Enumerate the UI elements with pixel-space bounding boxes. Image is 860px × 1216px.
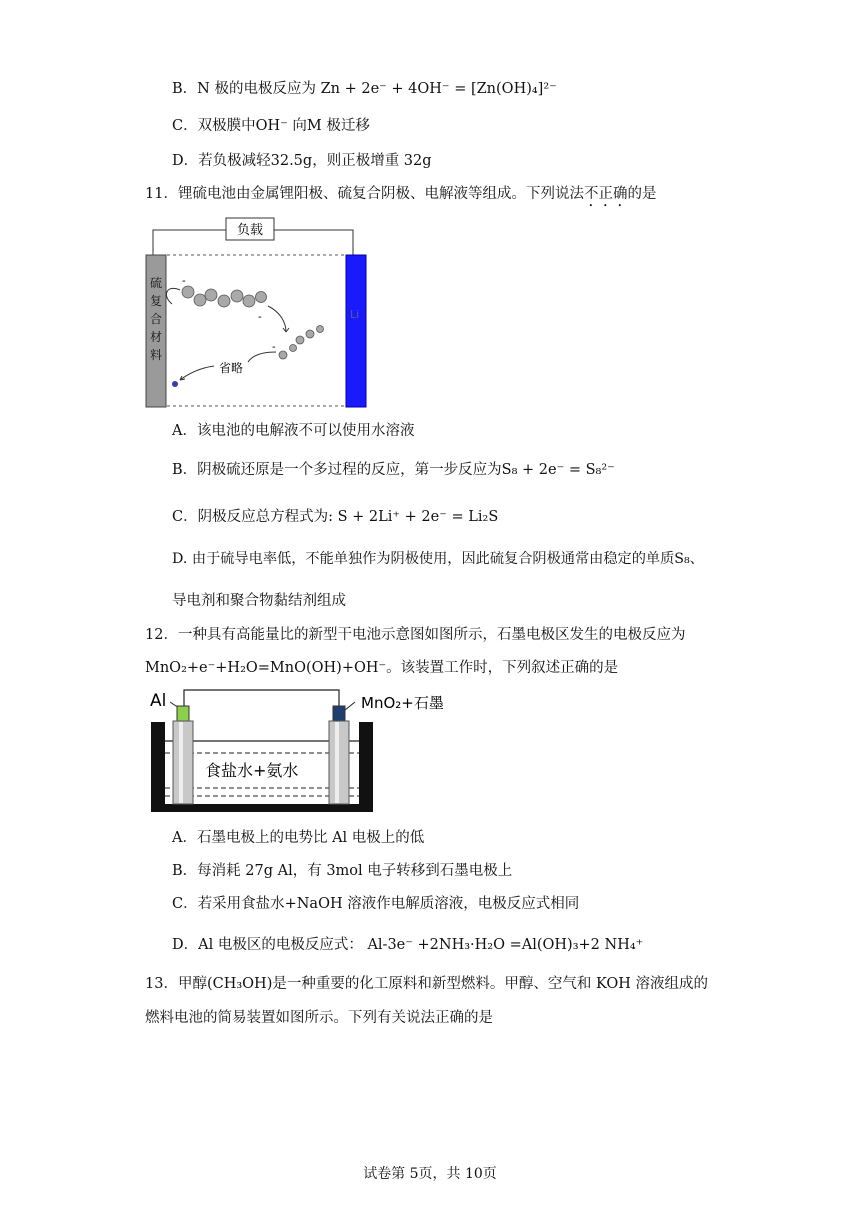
graphite-label: MnO₂+石墨 xyxy=(361,694,444,712)
q11-stem-emphasis: 不正确 xyxy=(583,186,628,202)
q11-option-a: A．该电池的电解液不可以使用水溶液 xyxy=(172,423,415,439)
q11-option-b xyxy=(172,459,615,481)
q11-option-d-line1: D. 由于硫导电率低，不能单独作为阴极使用，因此硫复合阴极通常由稳定的单质S₈、 xyxy=(172,551,704,567)
li-s-battery-figure xyxy=(140,212,380,412)
arrow xyxy=(166,288,180,304)
external-wire xyxy=(184,690,339,706)
sulfur-electrode-label: 硫复合材料 xyxy=(150,276,163,362)
container-bottom xyxy=(151,804,373,812)
right-wire xyxy=(274,230,353,255)
container-right-wall xyxy=(359,722,373,810)
omit-label: 省略 xyxy=(219,361,244,375)
left-wire xyxy=(153,230,226,255)
q12-option-d: D．Al 电极区的电极反应式： Al-3e⁻ +2NH₃·H₂O =Al(OH)₃+2 NH₄⁺ xyxy=(172,937,644,953)
load-label: 负载 xyxy=(236,223,264,238)
arrow xyxy=(180,366,214,380)
q11-option-b-formula: S₈ + 2e⁻ = S₈²⁻ xyxy=(501,462,615,478)
q10-option-b-formula: Zn + 2e⁻ + 4OH⁻ = [Zn(OH)₄]²⁻ xyxy=(320,81,557,97)
li2s-particle xyxy=(172,381,178,387)
graphite-electrode-highlight xyxy=(335,722,339,803)
charge-mark: - xyxy=(258,310,262,323)
li-electrode-label: Li xyxy=(350,308,360,321)
container-left-wall xyxy=(151,722,165,810)
q10-option-d: D．若负极减轻32.5g，则正极增重 32g xyxy=(172,153,432,169)
q11-option-c-text: C．阴极反应总方程式为: xyxy=(172,509,333,525)
q13-stem-line2: 燃料电池的简易装置如图所示。下列有关说法正确的是 xyxy=(145,1010,493,1026)
page-footer: 试卷第 5页，共 10页 xyxy=(363,1166,497,1182)
al-label: Al xyxy=(150,691,167,711)
q11-stem-post: 的是 xyxy=(627,186,657,202)
charge-mark: - xyxy=(182,274,186,287)
q12-stem-line2: MnO₂+e⁻+H₂O=MnO(OH)+OH⁻。该装置工作时，下列叙述正确的是 xyxy=(145,660,619,676)
arrow xyxy=(248,352,276,362)
q12-stem-line1: 12．一种具有高能量比的新型干电池示意图如图所示，石墨电极区发生的电极反应为 xyxy=(145,627,686,643)
q11-option-c xyxy=(172,506,498,528)
q10-option-b xyxy=(172,78,557,100)
q10-option-b-text: B．N 极的电极反应为 xyxy=(172,81,316,97)
q11-option-c-formula: S + 2Li⁺ + 2e⁻ = Li₂S xyxy=(337,509,499,525)
al-electrode-cap xyxy=(177,706,189,721)
q11-option-d-line2: 导电剂和聚合物黏结剂组成 xyxy=(172,593,346,609)
li-electrode xyxy=(346,255,366,407)
graphite-label-pointer xyxy=(345,702,355,710)
q13-stem-line1: 13．甲醇(CH₃OH)是一种重要的化工原料和新型燃料。甲醇、空气和 KOH 溶液组成的 xyxy=(145,976,709,992)
al-electrode-highlight xyxy=(179,722,183,803)
q12-option-c: C．若采用食盐水+NaOH 溶液作电解质溶液，电极反应式相同 xyxy=(172,896,580,912)
q11-stem xyxy=(145,183,656,210)
q12-option-b: B．每消耗 27g Al，有 3mol 电子转移到石墨电极上 xyxy=(172,863,513,879)
graphite-electrode-cap xyxy=(333,706,345,721)
q11-option-b-text: B．阴极硫还原是一个多过程的反应，第一步反应为 xyxy=(172,462,502,478)
al-air-battery-figure xyxy=(143,686,473,816)
q11-stem-pre: 11．锂硫电池由金属锂阳极、硫复合阴极、电解液等组成。下列说法 xyxy=(145,186,584,202)
q12-option-a: A．石墨电极上的电势比 Al 电极上的低 xyxy=(172,830,425,846)
polysulfide-chain xyxy=(182,286,324,359)
solution-label: 食盐水+氨水 xyxy=(205,761,299,780)
charge-mark: - xyxy=(272,340,276,353)
q10-option-c: C．双极膜中OH⁻ 向M 极迁移 xyxy=(172,118,370,134)
